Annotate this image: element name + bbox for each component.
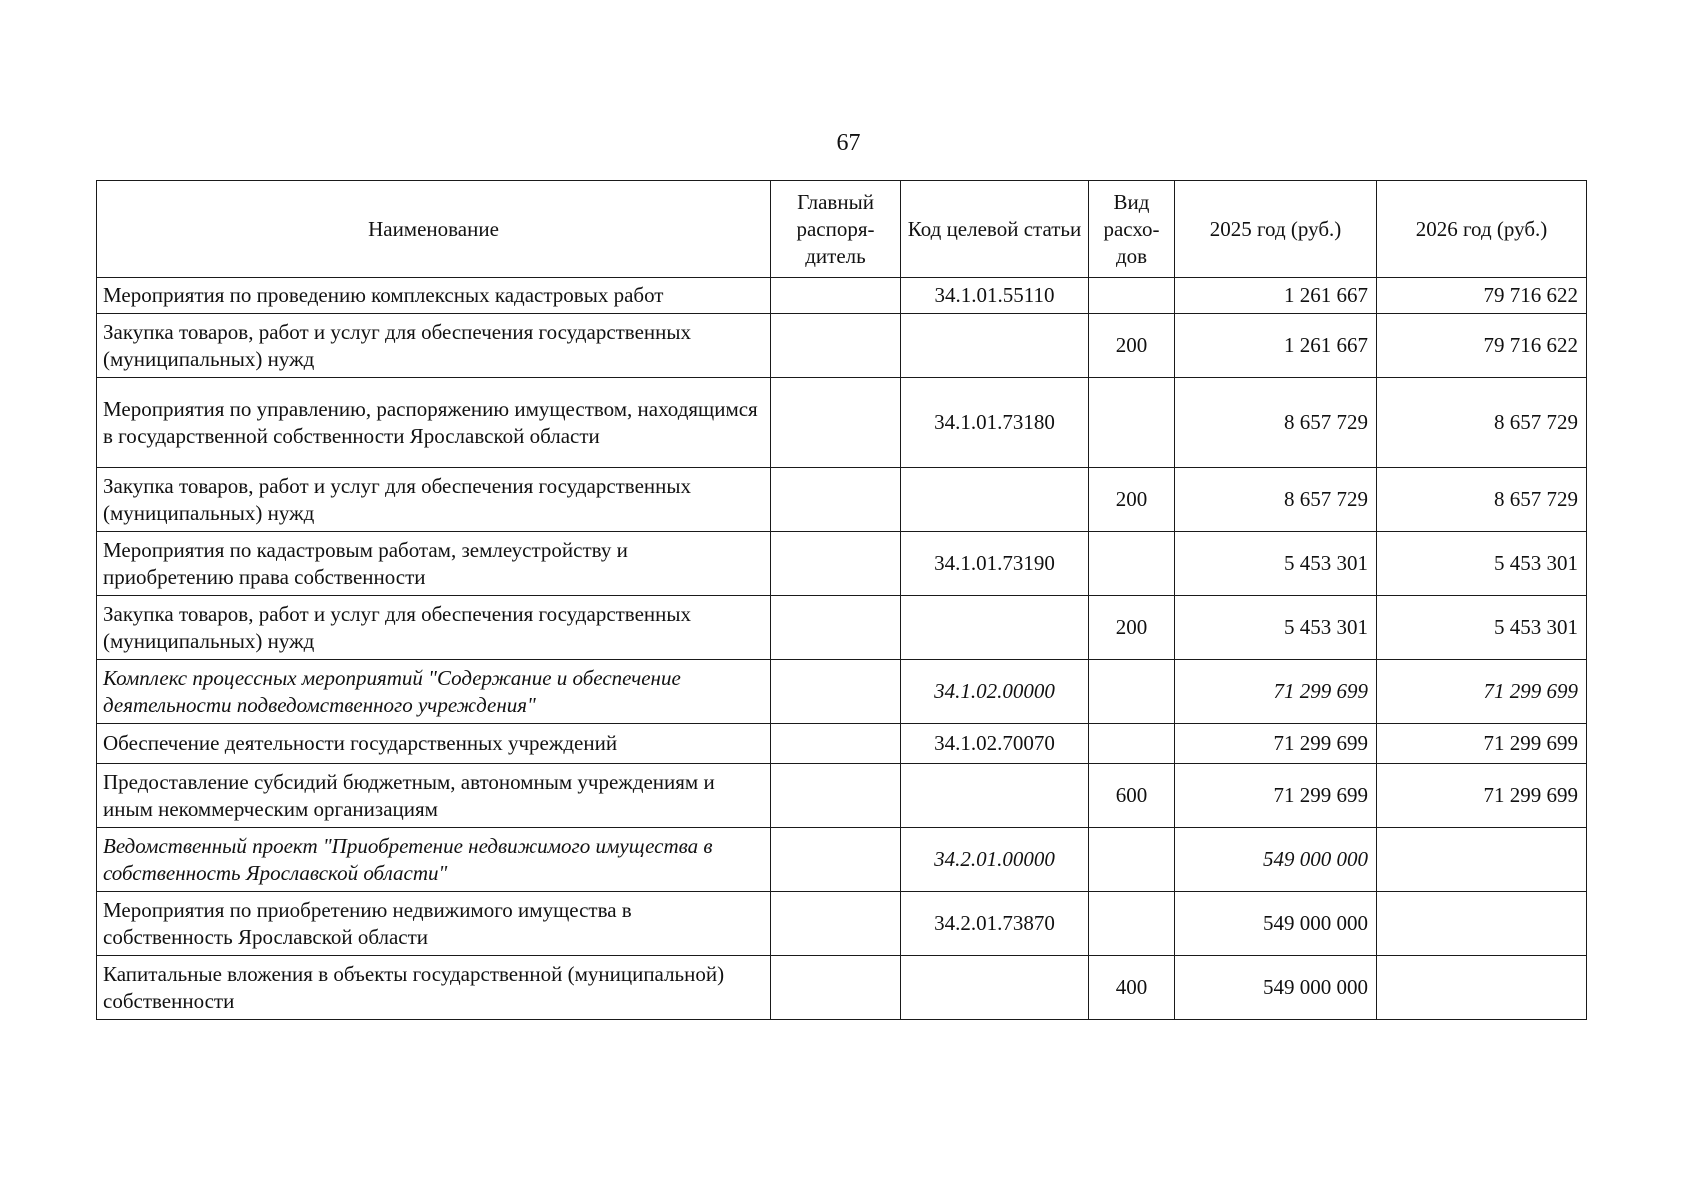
cell-amount-2025: 5 453 301 [1175,532,1377,596]
table-row [97,314,1587,378]
cell-target-code [901,468,1089,532]
cell-chief-manager [771,764,901,828]
cell-target-code: 34.1.01.73180 [901,378,1089,468]
cell-expense-kind [1089,660,1175,724]
header-expense-kind: Вид расхо-дов [1089,181,1175,278]
cell-chief-manager [771,532,901,596]
cell-target-code [901,764,1089,828]
cell-name: Мероприятия по кадастровым работам, землеустройству и приобретению права собственности [97,532,771,596]
cell-amount-2026: 71 299 699 [1377,764,1587,828]
cell-name: Закупка товаров, работ и услуг для обеспечения государственных (муниципальных) нужд [97,468,771,532]
cell-amount-2025: 71 299 699 [1175,764,1377,828]
header-year-2026: 2026 год (руб.) [1377,181,1587,278]
cell-amount-2025: 1 261 667 [1175,278,1377,314]
cell-name: Ведомственный проект "Приобретение недвижимого имущества в собственность Ярославской области" [97,828,771,892]
cell-target-code: 34.1.01.73190 [901,532,1089,596]
cell-expense-kind [1089,724,1175,764]
cell-amount-2025: 8 657 729 [1175,378,1377,468]
cell-expense-kind [1089,892,1175,956]
cell-amount-2025: 1 261 667 [1175,314,1377,378]
cell-amount-2026 [1377,828,1587,892]
cell-name: Мероприятия по управлению, распоряжению имуществом, находящимся в государственной собственности Ярославской области [97,378,771,468]
cell-chief-manager [771,892,901,956]
cell-name: Мероприятия по приобретению недвижимого имущества в собственность Ярославской области [97,892,771,956]
table-row [97,532,1587,596]
table-row [97,660,1587,724]
cell-amount-2025: 549 000 000 [1175,828,1377,892]
table-body [97,278,1587,1020]
cell-amount-2025: 549 000 000 [1175,892,1377,956]
cell-expense-kind: 200 [1089,314,1175,378]
cell-amount-2025: 71 299 699 [1175,660,1377,724]
cell-target-code [901,956,1089,1020]
cell-target-code: 34.1.01.55110 [901,278,1089,314]
cell-amount-2026: 79 716 622 [1377,314,1587,378]
cell-amount-2026: 8 657 729 [1377,468,1587,532]
cell-amount-2026: 5 453 301 [1377,596,1587,660]
cell-chief-manager [771,956,901,1020]
cell-chief-manager [771,278,901,314]
cell-amount-2026 [1377,892,1587,956]
header-chief-manager: Главный распоря-дитель [771,181,901,278]
table-row [97,828,1587,892]
header-name: Наименование [97,181,771,278]
cell-expense-kind: 200 [1089,468,1175,532]
table-row [97,892,1587,956]
cell-name: Закупка товаров, работ и услуг для обеспечения государственных (муниципальных) нужд [97,596,771,660]
page-number: 67 [836,130,861,156]
cell-chief-manager [771,828,901,892]
cell-name: Закупка товаров, работ и услуг для обеспечения государственных (муниципальных) нужд [97,314,771,378]
cell-name: Капитальные вложения в объекты государственной (муниципальной) собственности [97,956,771,1020]
header-year-2025: 2025 год (руб.) [1175,181,1377,278]
cell-amount-2025: 5 453 301 [1175,596,1377,660]
cell-chief-manager [771,468,901,532]
cell-target-code: 34.1.02.70070 [901,724,1089,764]
table-row [97,468,1587,532]
cell-expense-kind [1089,278,1175,314]
cell-amount-2025: 71 299 699 [1175,724,1377,764]
cell-amount-2026: 5 453 301 [1377,532,1587,596]
cell-amount-2025: 8 657 729 [1175,468,1377,532]
table-row [97,724,1587,764]
cell-name: Мероприятия по проведению комплексных кадастровых работ [97,278,771,314]
cell-amount-2026: 79 716 622 [1377,278,1587,314]
cell-target-code [901,314,1089,378]
cell-name: Комплекс процессных мероприятий "Содержание и обеспечение деятельности подведомственного учреждения" [97,660,771,724]
table-row [97,378,1587,468]
cell-chief-manager [771,596,901,660]
cell-expense-kind: 200 [1089,596,1175,660]
cell-chief-manager [771,660,901,724]
cell-expense-kind [1089,828,1175,892]
cell-chief-manager [771,314,901,378]
cell-target-code: 34.2.01.73870 [901,892,1089,956]
table-row [97,764,1587,828]
table-header-row [97,181,1587,278]
cell-amount-2025: 549 000 000 [1175,956,1377,1020]
cell-expense-kind [1089,378,1175,468]
cell-target-code [901,596,1089,660]
table-row [97,278,1587,314]
cell-expense-kind: 400 [1089,956,1175,1020]
header-target-code: Код целевой статьи [901,181,1089,278]
budget-table [96,180,1587,1020]
cell-amount-2026: 8 657 729 [1377,378,1587,468]
cell-amount-2026: 71 299 699 [1377,660,1587,724]
cell-expense-kind: 600 [1089,764,1175,828]
cell-amount-2026: 71 299 699 [1377,724,1587,764]
cell-name: Обеспечение деятельности государственных учреждений [97,724,771,764]
cell-amount-2026 [1377,956,1587,1020]
cell-expense-kind [1089,532,1175,596]
table-row [97,956,1587,1020]
cell-target-code: 34.2.01.00000 [901,828,1089,892]
cell-target-code: 34.1.02.00000 [901,660,1089,724]
cell-chief-manager [771,724,901,764]
cell-name: Предоставление субсидий бюджетным, автономным учреждениям и иным некоммерческим организациям [97,764,771,828]
cell-chief-manager [771,378,901,468]
table-row [97,596,1587,660]
